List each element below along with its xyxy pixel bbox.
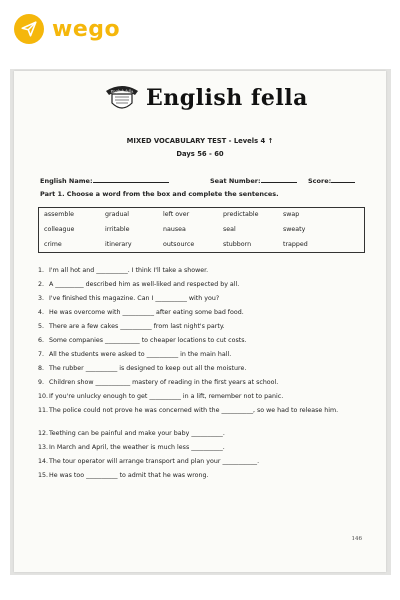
question-item [38,472,209,479]
question-text: All the students were asked to __________ in the main hall. [49,351,232,358]
question-text: I'm all hot and __________. I think I'll take a shower. [49,267,209,274]
question-number: 2. [38,281,45,288]
question-item [38,351,231,358]
question-item [38,267,208,274]
brand-name: wego [52,16,121,42]
question-item [38,430,225,437]
word-item: gradual [105,211,130,218]
question-item [38,393,283,400]
question-number: 7. [38,351,45,358]
part1-instruction: Part 1. Choose a word from the box and complete the sentences. [40,190,279,198]
question-number: 5. [38,323,45,330]
brand-logo [14,14,120,44]
question-text: He was too __________ to admit that he was wrong. [49,472,209,479]
name-label: English Name: [40,177,93,185]
seat-blank[interactable] [261,177,297,183]
question-item [38,458,259,465]
question-number: 10. [38,393,49,400]
word-item: sweaty [283,226,306,233]
question-text: The tour operator will arrange transport and plan your ___________. [49,458,260,465]
word-item: itinerary [105,241,132,248]
question-number: 3. [38,295,45,302]
question-item [38,337,247,344]
question-number: 13. [38,444,49,451]
word-item: colleague [44,226,75,233]
word-item: irritable [105,226,130,233]
question-number: 14. [38,458,49,465]
crest-icon [104,83,140,113]
question-item [38,281,239,288]
word-item: outsource [163,241,195,248]
question-item [38,407,343,415]
seat-field [210,177,297,185]
word-item: assemble [44,211,75,218]
page-number: 146 [351,536,362,542]
test-title: MIXED VOCABULARY TEST - Levels 4 ↑ [126,137,274,145]
question-item [38,309,244,316]
word-item: trapped [283,241,308,248]
paper-plane-icon [14,14,44,44]
seat-label: Seat Number: [210,177,261,185]
word-item: predictable [223,211,259,218]
question-text: In March and April, the weather is much less __________. [49,444,225,451]
word-box [38,207,365,253]
question-text: I've finished this magazine. Can I __________ with you? [49,295,220,302]
question-item [38,444,225,451]
question-number: 1. [38,267,45,274]
question-text: The police could not prove he was concerned with the __________, so we had to release him. [49,407,339,414]
score-field [308,177,355,185]
question-number: 6. [38,337,45,344]
question-text: Some companies ___________ to cheaper locations to cut costs. [49,337,247,344]
question-item [38,365,246,372]
paper-title: English fella [146,85,308,111]
question-text: If you're unlucky enough to get __________ in a lift, remember not to panic. [49,393,284,400]
question-number: 8. [38,365,45,372]
paper-header [104,83,308,113]
word-item: left over [163,211,190,218]
word-item: stubborn [223,241,252,248]
question-item [38,323,225,330]
question-text: The rubber __________ is designed to keep out all the moisture. [49,365,247,372]
question-number: 4. [38,309,45,316]
question-text: Teething can be painful and make your baby __________. [49,430,225,437]
question-text: He was overcome with __________ after eating some bad food. [49,309,244,316]
word-item: nausea [163,226,186,233]
word-item: swap [283,211,300,218]
word-item: crime [44,241,62,248]
question-number: 11. [38,407,49,414]
question-item [38,379,278,386]
name-field [40,177,169,185]
question-text: Children show ___________ mastery of reading in the first years at school. [49,379,279,386]
question-number: 9. [38,379,45,386]
question-text: A _________ described him as well-liked and respected by all. [49,281,240,288]
score-blank[interactable] [331,177,355,183]
score-label: Score: [308,177,332,185]
question-number: 15. [38,472,49,479]
word-item: seal [223,226,236,233]
question-number: 12. [38,430,49,437]
test-paper [14,71,386,572]
crest-text: English fella [110,89,134,94]
question-item [38,295,219,302]
name-blank[interactable] [93,177,169,183]
test-days: Days 56 - 60 [176,150,224,158]
question-text: There are a few cakes __________ from last night's party. [49,323,225,330]
